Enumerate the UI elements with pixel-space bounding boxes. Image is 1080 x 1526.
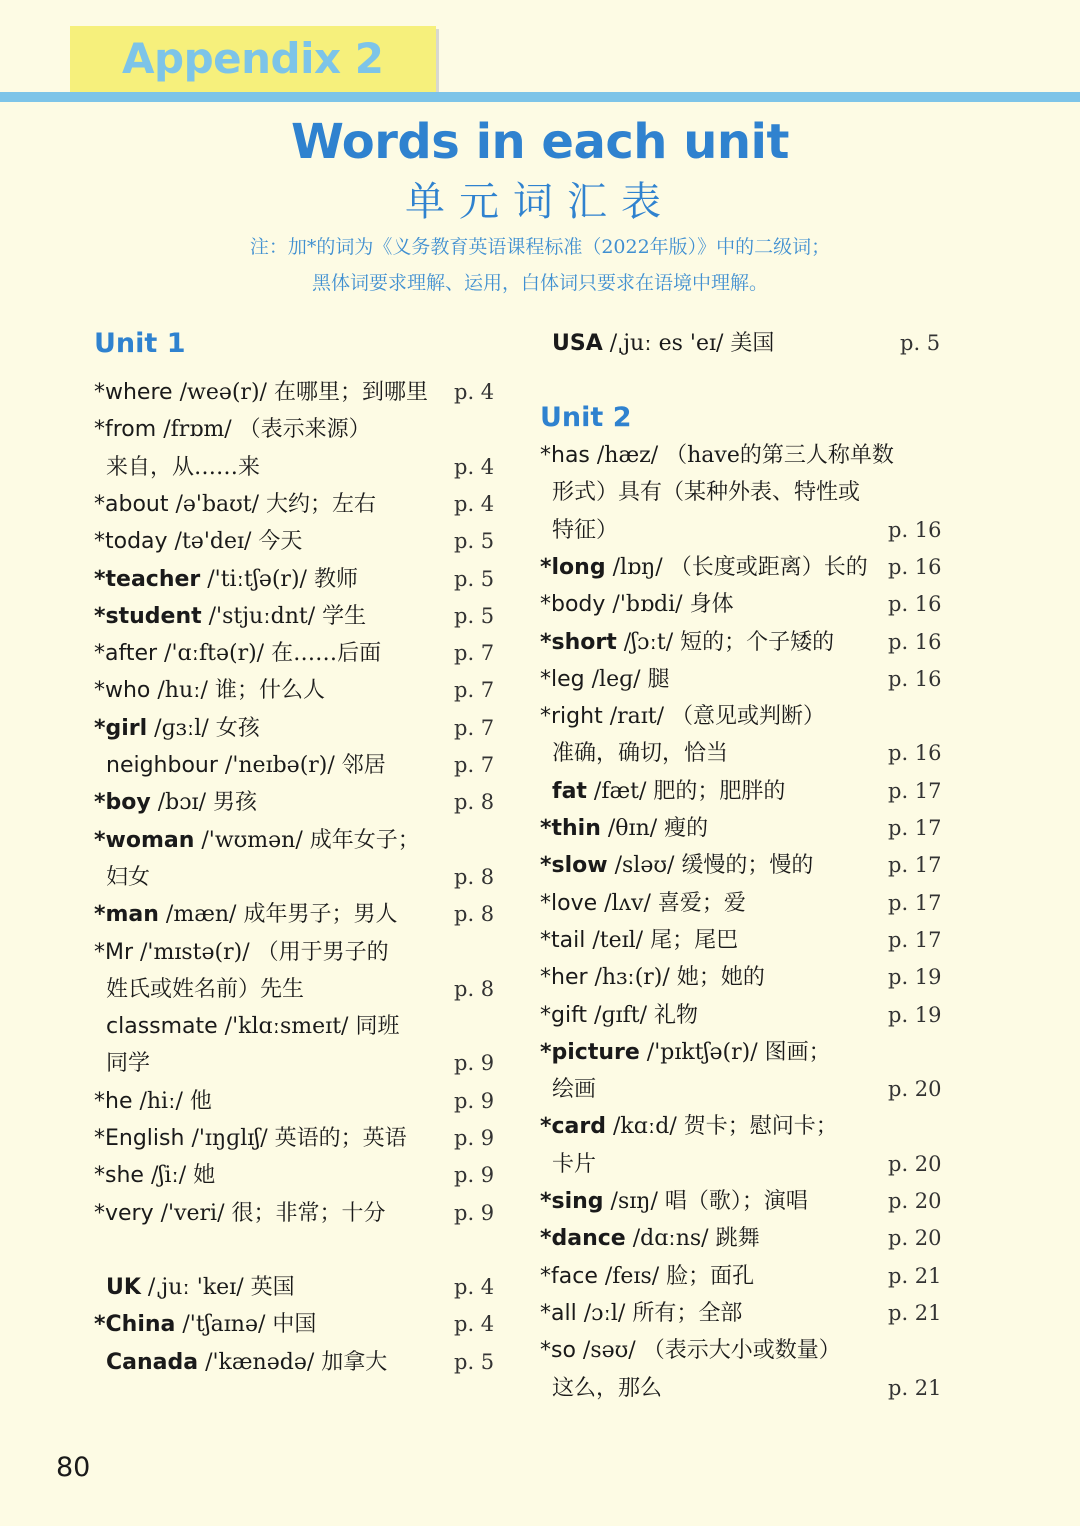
entry-word: *tail <box>540 928 586 953</box>
entry-phonetic: /sləʊ/ <box>607 853 682 878</box>
entry-phonetic: /weə(r)/ <box>172 380 274 405</box>
entry-phonetic: /θɪn/ <box>600 816 665 841</box>
unit2-heading: Unit 2 <box>540 402 632 433</box>
entry-meaning: 她 <box>193 1163 216 1188</box>
entry-phonetic: /lʌv/ <box>597 891 658 916</box>
entry-word: *love <box>540 891 598 916</box>
entry-phonetic: /'kænədə/ <box>198 1350 322 1375</box>
entry-word: *today <box>94 529 168 554</box>
word-entry <box>540 1183 808 1220</box>
word-entry <box>106 859 150 896</box>
entry-meaning: 图画； <box>764 1040 831 1065</box>
entry-meaning: 成年女子； <box>309 828 420 853</box>
entry-meaning: 同班 <box>355 1014 400 1039</box>
entry-meaning: 英国 <box>250 1275 295 1300</box>
word-entry <box>106 747 386 784</box>
word-entry <box>540 549 868 586</box>
entry-page-ref: p. 5 <box>454 529 495 553</box>
entry-meaning: 很；非常；十分 <box>231 1201 386 1226</box>
word-entry <box>94 374 428 411</box>
word-entry <box>94 1120 407 1157</box>
entry-page-ref: p. 4 <box>454 1275 495 1299</box>
entry-word: fat <box>552 779 587 804</box>
entry-word: neighbour <box>106 753 218 778</box>
word-entry <box>540 586 734 623</box>
entry-meaning: 姓氏或姓名前）先生 <box>106 977 305 1002</box>
entry-phonetic: /fæt/ <box>586 779 654 804</box>
entry-page-ref: p. 4 <box>454 455 495 479</box>
entry-word: *girl <box>94 716 148 741</box>
word-entry <box>540 922 738 959</box>
entry-meaning: （意见或判断） <box>671 704 826 729</box>
entry-word: *right <box>540 704 603 729</box>
entry-meaning: 唱（歌）；演唱 <box>664 1189 808 1214</box>
entry-meaning: 瘦的 <box>664 816 709 841</box>
word-entry <box>106 1344 387 1381</box>
entry-page-ref: p. 17 <box>888 928 942 952</box>
word-entry <box>94 672 325 709</box>
word-entry <box>94 784 257 821</box>
entry-page-ref: p. 16 <box>888 518 942 542</box>
entry-word: *has <box>540 443 590 468</box>
entry-word: USA <box>552 331 603 356</box>
entry-word: *long <box>540 555 606 580</box>
entry-meaning: 邻居 <box>341 753 386 778</box>
entry-meaning: 短的；个子矮的 <box>680 630 835 655</box>
entry-word: *her <box>540 965 588 990</box>
entry-word: Canada <box>106 1350 199 1375</box>
entry-page-ref: p. 8 <box>454 790 495 814</box>
word-entry <box>540 698 825 735</box>
entry-meaning: 学生 <box>322 604 367 629</box>
note-line-2: 黑体词要求理解、运用，白体词只要求在语境中理解。 <box>311 272 768 294</box>
entry-phonetic: /ˌjuː 'keɪ/ <box>140 1275 251 1300</box>
entry-meaning: 女孩 <box>215 716 260 741</box>
entry-page-ref: p. 4 <box>454 492 495 516</box>
entry-phonetic: /sɪŋ/ <box>603 1189 665 1214</box>
word-entry <box>540 959 765 996</box>
entry-word: UK <box>106 1275 141 1300</box>
word-entry <box>540 885 746 922</box>
entry-page-ref: p. 17 <box>888 891 942 915</box>
word-entry <box>540 1220 760 1257</box>
entry-word: *slow <box>540 853 608 878</box>
word-entry <box>94 486 376 523</box>
entry-meaning: 男孩 <box>212 790 257 815</box>
entry-page-ref: p. 9 <box>454 1126 495 1150</box>
entry-page-ref: p. 9 <box>454 1163 495 1187</box>
entry-page-ref: p. 20 <box>888 1189 942 1213</box>
entry-phonetic: /hiː/ <box>132 1089 190 1114</box>
entry-meaning: 特征） <box>552 518 619 543</box>
word-entry <box>540 1108 838 1145</box>
word-entry <box>552 1370 662 1407</box>
entry-phonetic: /kɑːd/ <box>606 1114 684 1139</box>
entry-meaning: 贺卡；慰问卡； <box>683 1114 838 1139</box>
entry-meaning: 尾；尾巴 <box>650 928 739 953</box>
entry-meaning: 绘画 <box>552 1077 597 1102</box>
entry-phonetic: /hæz/ <box>589 443 666 468</box>
entry-phonetic: /'pɪktʃə(r)/ <box>639 1040 765 1065</box>
entry-phonetic: /raɪt/ <box>602 704 672 729</box>
entry-meaning: 今天 <box>258 529 303 554</box>
entry-meaning: （have的第三人称单数 <box>665 443 894 468</box>
word-entry <box>552 474 860 511</box>
word-entry <box>94 1157 215 1194</box>
entry-meaning: 礼物 <box>653 1003 698 1028</box>
entry-phonetic: /dɑːns/ <box>625 1226 716 1251</box>
word-entry <box>94 1195 386 1232</box>
entry-page-ref: p. 17 <box>888 853 942 877</box>
entry-word: *where <box>94 380 173 405</box>
entry-meaning: （长度或距离）长的 <box>669 555 868 580</box>
word-entry <box>552 512 618 549</box>
entry-phonetic: /'ɪŋɡlɪʃ/ <box>184 1126 275 1151</box>
entry-page-ref: p. 20 <box>888 1152 942 1176</box>
entry-word: *gift <box>540 1003 588 1028</box>
entry-page-ref: p. 21 <box>888 1376 942 1400</box>
entry-word: *teacher <box>94 567 201 592</box>
entry-meaning: （用于男子的 <box>256 940 389 965</box>
entry-phonetic: /'neɪbə(r)/ <box>217 753 342 778</box>
page-subtitle: 单元词汇表 <box>405 179 675 225</box>
entry-meaning: 美国 <box>730 331 775 356</box>
entry-page-ref: p. 17 <box>888 779 942 803</box>
entry-page-ref: p. 19 <box>888 1003 942 1027</box>
entry-phonetic: /ʃiː/ <box>143 1163 194 1188</box>
word-entry <box>106 1008 399 1045</box>
entry-phonetic: /'stjuːdnt/ <box>201 604 323 629</box>
entry-word: *leg <box>540 667 585 692</box>
entry-page-ref: p. 21 <box>888 1264 942 1288</box>
entry-phonetic: /lɒŋ/ <box>605 555 670 580</box>
entry-meaning: 教师 <box>313 567 358 592</box>
entry-word: *who <box>94 678 151 703</box>
entry-word: *so <box>540 1338 576 1363</box>
word-entry <box>552 773 785 810</box>
entry-page-ref: p. 5 <box>454 1350 495 1374</box>
entry-meaning: 妇女 <box>106 865 151 890</box>
entry-meaning: 英语的；英语 <box>274 1126 407 1151</box>
word-entry <box>94 934 389 971</box>
entry-word: *about <box>94 492 169 517</box>
entry-meaning: 谁；什么人 <box>214 678 325 703</box>
entry-word: *she <box>94 1163 144 1188</box>
entry-phonetic: /'bɒdi/ <box>605 592 690 617</box>
word-entry <box>94 1083 212 1120</box>
word-entry <box>94 598 366 635</box>
entry-page-ref: p. 5 <box>454 567 495 591</box>
entry-word: *he <box>94 1089 133 1114</box>
entry-word: *face <box>540 1264 598 1289</box>
entry-page-ref: p. 20 <box>888 1077 942 1101</box>
entry-meaning: 加拿大 <box>321 1350 388 1375</box>
entry-page-ref: p. 9 <box>454 1051 495 1075</box>
entry-phonetic: /ə'baʊt/ <box>168 492 267 517</box>
word-entry <box>540 437 894 474</box>
entry-page-ref: p. 4 <box>454 380 495 404</box>
entry-word: *very <box>94 1201 154 1226</box>
word-entry <box>540 847 813 884</box>
entry-phonetic: /tə'deɪ/ <box>167 529 259 554</box>
entry-meaning: 卡片 <box>552 1152 597 1177</box>
word-entry <box>540 1295 742 1332</box>
entry-phonetic: /mæn/ <box>158 902 244 927</box>
entry-meaning: 肥的；肥胖的 <box>653 779 786 804</box>
entry-word: *thin <box>540 816 601 841</box>
entry-word: *body <box>540 592 606 617</box>
word-entry <box>94 635 381 672</box>
entry-page-ref: p. 9 <box>454 1201 495 1225</box>
entry-word: *boy <box>94 790 151 815</box>
entry-word: *China <box>94 1312 176 1337</box>
entry-meaning: 腿 <box>647 667 670 692</box>
entry-word: *dance <box>540 1226 626 1251</box>
entry-meaning: 所有；全部 <box>632 1301 743 1326</box>
entry-phonetic: /leɡ/ <box>584 667 648 692</box>
page-title: Words in each unit <box>291 114 789 170</box>
entry-page-ref: p. 16 <box>888 667 942 691</box>
entry-word: *woman <box>94 828 195 853</box>
entry-page-ref: p. 16 <box>888 630 942 654</box>
entry-meaning: 中国 <box>272 1312 317 1337</box>
entry-phonetic: /səʊ/ <box>575 1338 643 1363</box>
word-entry <box>106 449 260 486</box>
entry-page-ref: p. 7 <box>454 641 495 665</box>
entry-page-ref: p. 5 <box>454 604 495 628</box>
entry-page-ref: p. 5 <box>900 331 941 355</box>
entry-word: classmate <box>106 1014 218 1039</box>
entry-meaning: 形式）具有（某种外表、特性或 <box>552 480 861 505</box>
word-entry <box>552 1146 596 1183</box>
entry-page-ref: p. 19 <box>888 965 942 989</box>
entry-meaning: 同学 <box>106 1051 151 1076</box>
entry-phonetic: /frɒm/ <box>156 417 239 442</box>
entry-page-ref: p. 7 <box>454 716 495 740</box>
entry-phonetic: /ɔːl/ <box>576 1301 633 1326</box>
entry-phonetic: /'ɑːftə(r)/ <box>157 641 272 666</box>
entry-word: *English <box>94 1126 185 1151</box>
entry-meaning: 准确，确切，恰当 <box>552 741 729 766</box>
entry-page-ref: p. 8 <box>454 977 495 1001</box>
word-entry <box>94 561 358 598</box>
word-entry <box>94 411 371 448</box>
entry-word: *card <box>540 1114 606 1139</box>
entry-page-ref: p. 7 <box>454 678 495 702</box>
entry-meaning: 脸；面孔 <box>666 1264 755 1289</box>
entry-word: *from <box>94 417 157 442</box>
word-entry <box>94 523 302 560</box>
word-entry <box>94 822 420 859</box>
word-entry <box>94 1306 316 1343</box>
entry-word: *after <box>94 641 158 666</box>
entry-word: *all <box>540 1301 577 1326</box>
entry-meaning: （表示大小或数量） <box>642 1338 841 1363</box>
entry-page-ref: p. 16 <box>888 741 942 765</box>
entry-word: *short <box>540 630 617 655</box>
word-entry <box>94 896 397 933</box>
entry-phonetic: /'wʊmən/ <box>194 828 310 853</box>
entry-phonetic: /huː/ <box>150 678 215 703</box>
entry-meaning: 这么，那么 <box>552 1376 663 1401</box>
entry-meaning: 喜爱；爱 <box>657 891 746 916</box>
entry-phonetic: /ɡɜːl/ <box>147 716 216 741</box>
entry-page-ref: p. 16 <box>888 592 942 616</box>
header-rule <box>0 92 1080 102</box>
entry-phonetic: /teɪl/ <box>585 928 651 953</box>
entry-meaning: 她；她的 <box>676 965 765 990</box>
word-entry <box>540 810 708 847</box>
note-line-1: 注：加*的词为《义务教育英语课程标准（2022年版）》中的二级词； <box>249 236 831 258</box>
unit1-heading: Unit 1 <box>94 328 186 359</box>
word-entry <box>106 971 304 1008</box>
entry-page-ref: p. 7 <box>454 753 495 777</box>
entry-phonetic: /hɜː(r)/ <box>587 965 677 990</box>
entry-meaning: 大约；左右 <box>266 492 377 517</box>
entry-phonetic: /'mɪstə(r)/ <box>133 940 257 965</box>
entry-word: *picture <box>540 1040 640 1065</box>
entry-phonetic: /'tʃaɪnə/ <box>175 1312 273 1337</box>
entry-page-ref: p. 20 <box>888 1226 942 1250</box>
word-entry <box>106 1269 295 1306</box>
word-entry <box>540 624 834 661</box>
entry-phonetic: /'veri/ <box>153 1201 232 1226</box>
entry-word: *man <box>94 902 159 927</box>
entry-meaning: 来自，从……来 <box>106 455 261 480</box>
entry-page-ref: p. 8 <box>454 865 495 889</box>
entry-meaning: 成年男子；男人 <box>243 902 398 927</box>
page-number: 80 <box>56 1452 91 1483</box>
entry-phonetic: /bɔɪ/ <box>150 790 213 815</box>
appendix-label: Appendix 2 <box>122 34 384 83</box>
entry-word: *student <box>94 604 202 629</box>
entry-meaning: 缓慢的；慢的 <box>681 853 814 878</box>
entry-meaning: （表示来源） <box>238 417 371 442</box>
word-entry <box>106 1045 150 1082</box>
word-entry <box>540 1034 831 1071</box>
word-entry <box>540 1258 754 1295</box>
entry-page-ref: p. 17 <box>888 816 942 840</box>
entry-word: *Mr <box>94 940 134 965</box>
entry-phonetic: /ʃɔːt/ <box>616 630 681 655</box>
word-entry <box>540 997 698 1034</box>
entry-meaning: 在哪里；到哪里 <box>273 380 428 405</box>
entry-phonetic: /ˌjuː es 'eɪ/ <box>602 331 731 356</box>
entry-page-ref: p. 4 <box>454 1312 495 1336</box>
entry-meaning: 在……后面 <box>271 641 382 666</box>
entry-page-ref: p. 21 <box>888 1301 942 1325</box>
entry-meaning: 身体 <box>689 592 734 617</box>
word-entry <box>540 661 670 698</box>
word-entry <box>552 325 774 362</box>
word-entry <box>552 735 728 772</box>
entry-word: *sing <box>540 1189 604 1214</box>
entry-meaning: 他 <box>189 1089 212 1114</box>
word-entry <box>94 710 260 747</box>
entry-phonetic: /feɪs/ <box>597 1264 667 1289</box>
entry-meaning: 跳舞 <box>715 1226 760 1251</box>
entry-phonetic: /'tiːtʃə(r)/ <box>200 567 314 592</box>
appendix-tab <box>70 26 436 92</box>
word-entry <box>552 1071 596 1108</box>
entry-page-ref: p. 8 <box>454 902 495 926</box>
entry-phonetic: /ɡɪft/ <box>587 1003 654 1028</box>
word-entry <box>540 1332 841 1369</box>
entry-page-ref: p. 9 <box>454 1089 495 1113</box>
entry-page-ref: p. 16 <box>888 555 942 579</box>
entry-phonetic: /'klɑːsmeɪt/ <box>217 1014 356 1039</box>
